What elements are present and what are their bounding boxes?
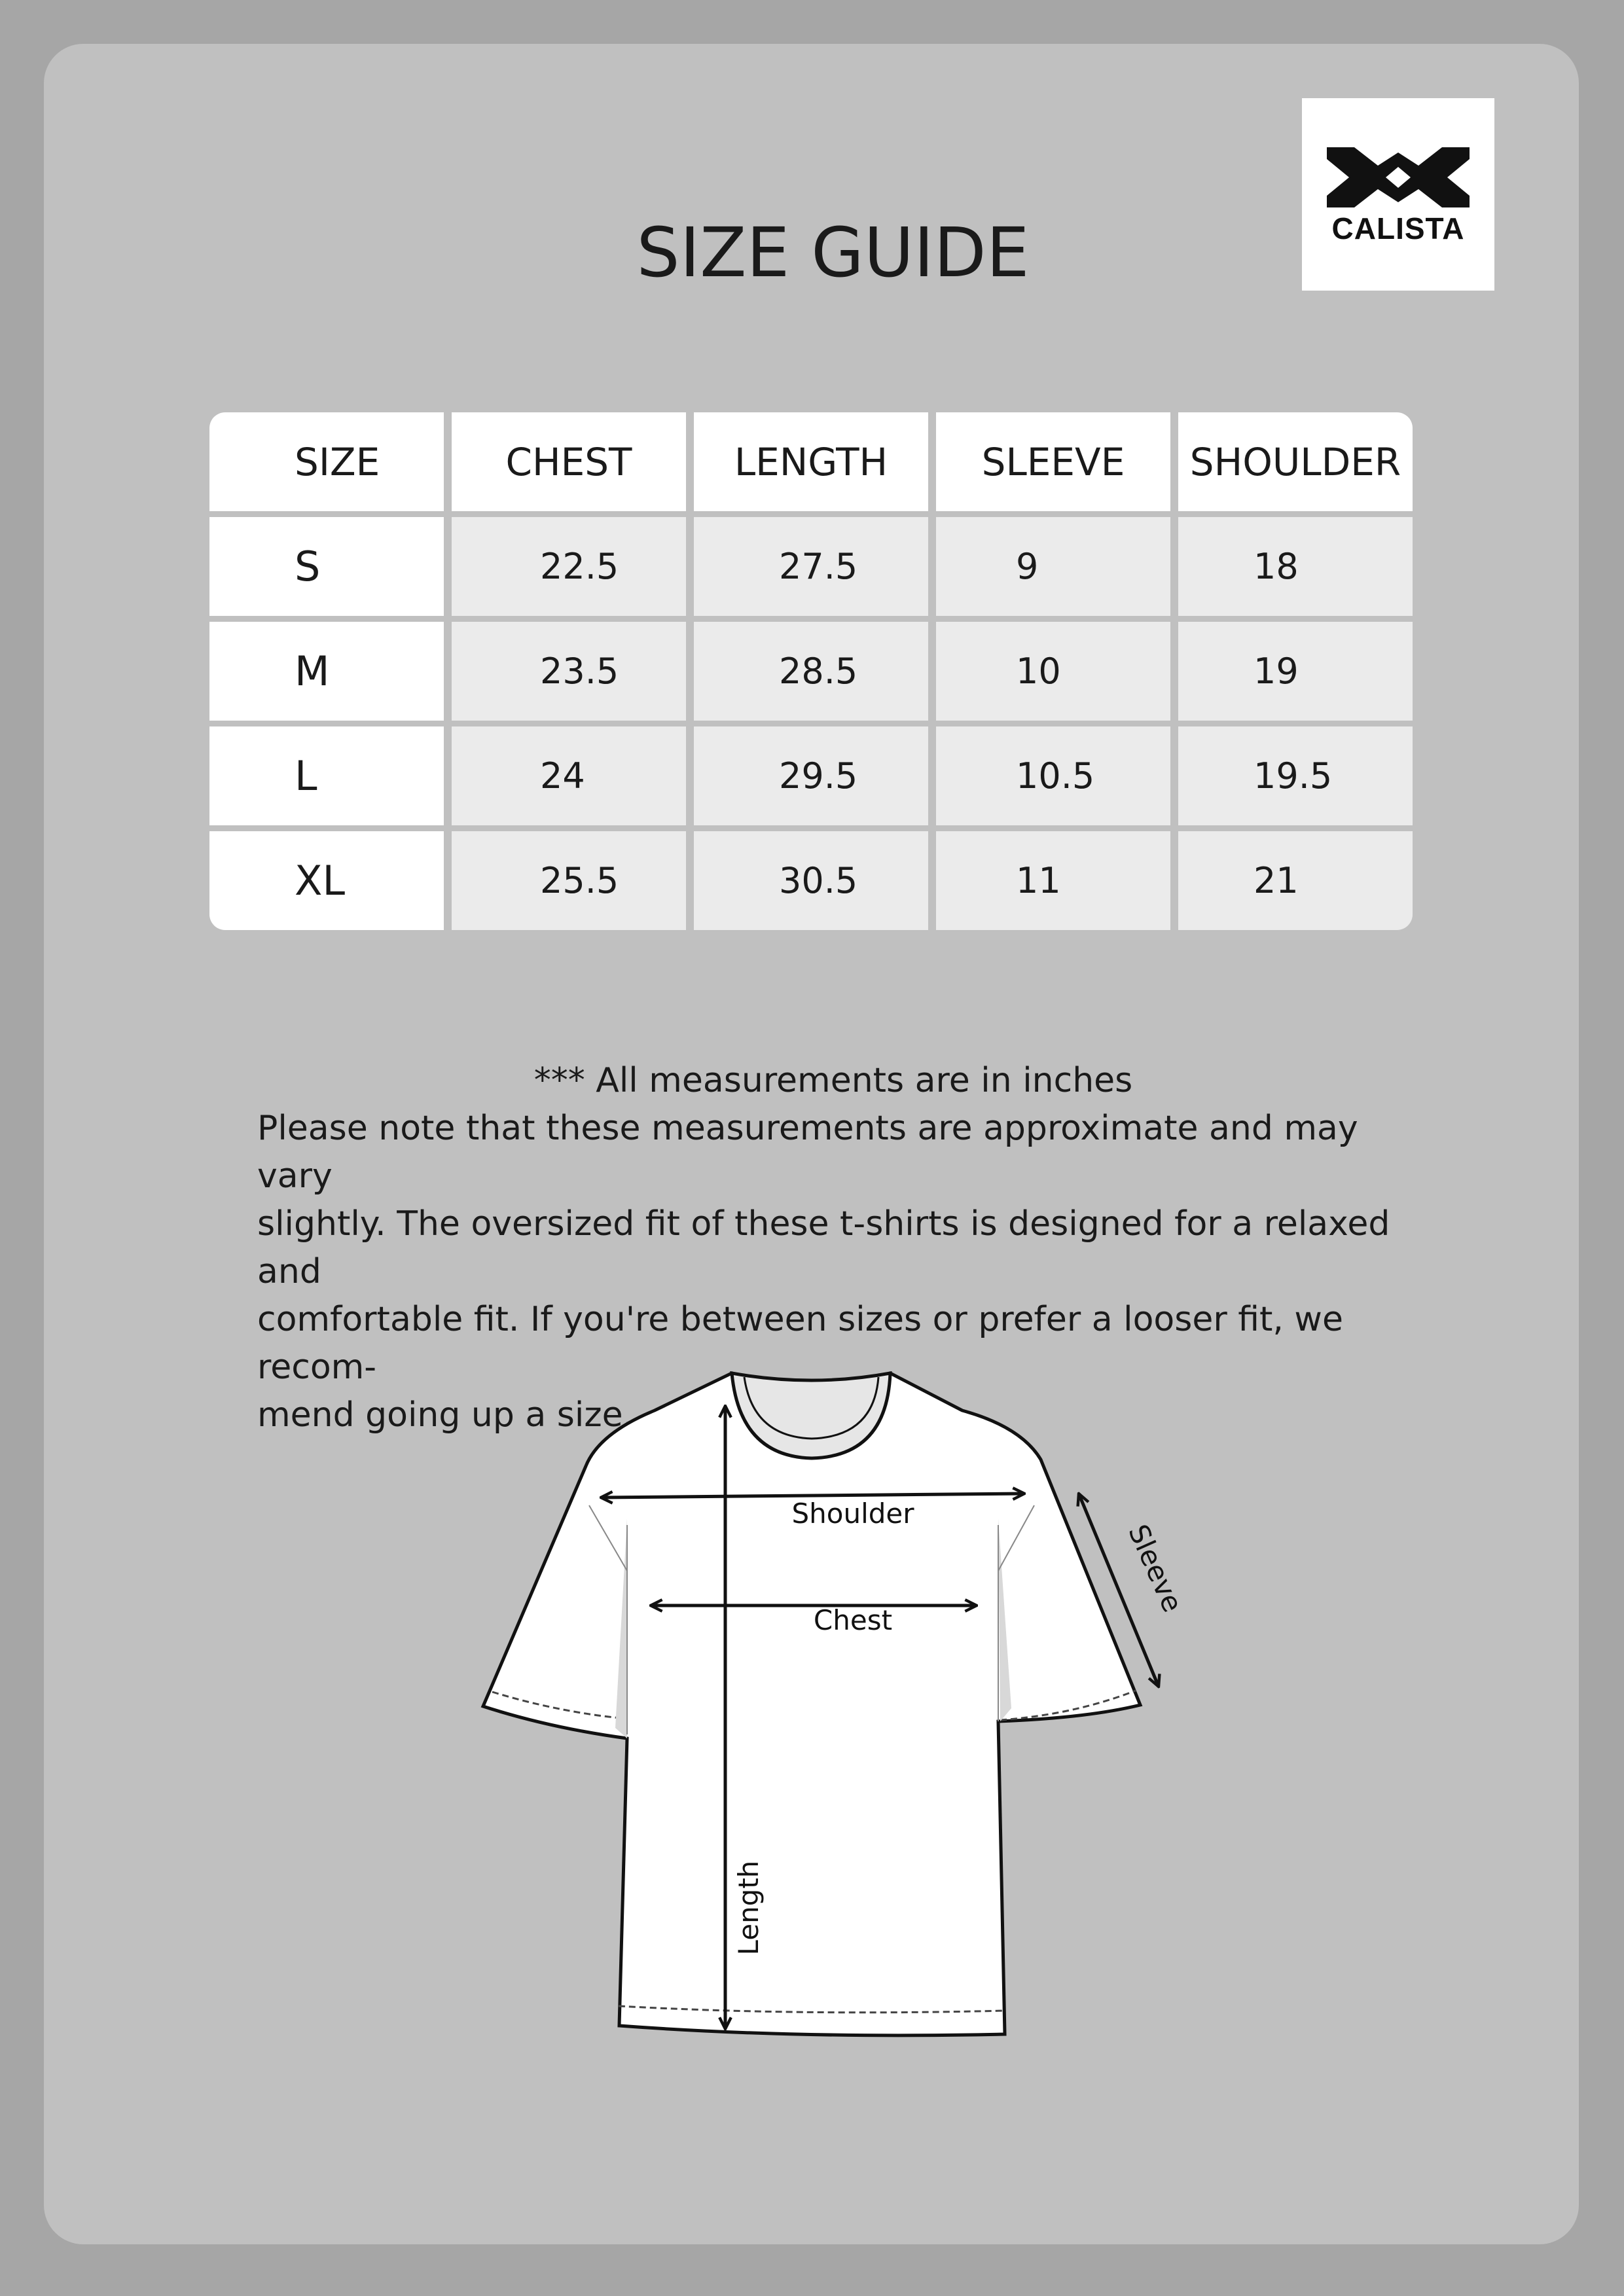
length-value: 27.5 xyxy=(694,517,928,616)
length-label: Length xyxy=(732,1860,765,1956)
unit-note: *** All measurements are in inches xyxy=(533,1061,1133,1100)
header-chest: CHEST xyxy=(452,412,686,511)
chest-value: 23.5 xyxy=(452,622,686,721)
chest-value: 24 xyxy=(452,726,686,825)
size-label: M xyxy=(209,622,444,721)
page-title: SIZE GUIDE xyxy=(636,213,1030,293)
size-label: S xyxy=(209,517,444,616)
sleeve-value: 10 xyxy=(936,622,1170,721)
chest-label: Chest xyxy=(813,1604,893,1636)
shoulder-value: 18 xyxy=(1178,517,1413,616)
length-value: 30.5 xyxy=(694,831,928,930)
shoulder-value: 21 xyxy=(1178,831,1413,930)
sleeve-value: 11 xyxy=(936,831,1170,930)
note-line: slightly. The oversized fit of these t-shirts is designed for a relaxed and xyxy=(257,1204,1390,1291)
sleeve-value: 9 xyxy=(936,517,1170,616)
shoulder-label: Shoulder xyxy=(791,1498,914,1530)
header-shoulder: SHOULDER xyxy=(1178,412,1413,511)
sleeve-label: Sleeve xyxy=(1122,1519,1189,1617)
brand-name: CALISTA xyxy=(1331,211,1465,245)
size-label: L xyxy=(209,726,444,825)
length-value: 29.5 xyxy=(694,726,928,825)
header-size: SIZE xyxy=(209,412,444,511)
sleeve-value: 10.5 xyxy=(936,726,1170,825)
tshirt-outline xyxy=(483,1373,1140,2036)
chest-value: 22.5 xyxy=(452,517,686,616)
chest-value: 25.5 xyxy=(452,831,686,930)
shoulder-value: 19 xyxy=(1178,622,1413,721)
note-line: comfortable fit. If you're between sizes or prefer a looser fit, we recom- xyxy=(257,1300,1343,1387)
size-label: XL xyxy=(209,831,444,930)
header-sleeve: SLEEVE xyxy=(936,412,1170,511)
header-length: LENGTH xyxy=(694,412,928,511)
note-line: mend going up a size. xyxy=(257,1395,634,1435)
length-value: 28.5 xyxy=(694,622,928,721)
note-line: Please note that these measurements are approximate and may vary xyxy=(257,1109,1358,1196)
shoulder-value: 19.5 xyxy=(1178,726,1413,825)
